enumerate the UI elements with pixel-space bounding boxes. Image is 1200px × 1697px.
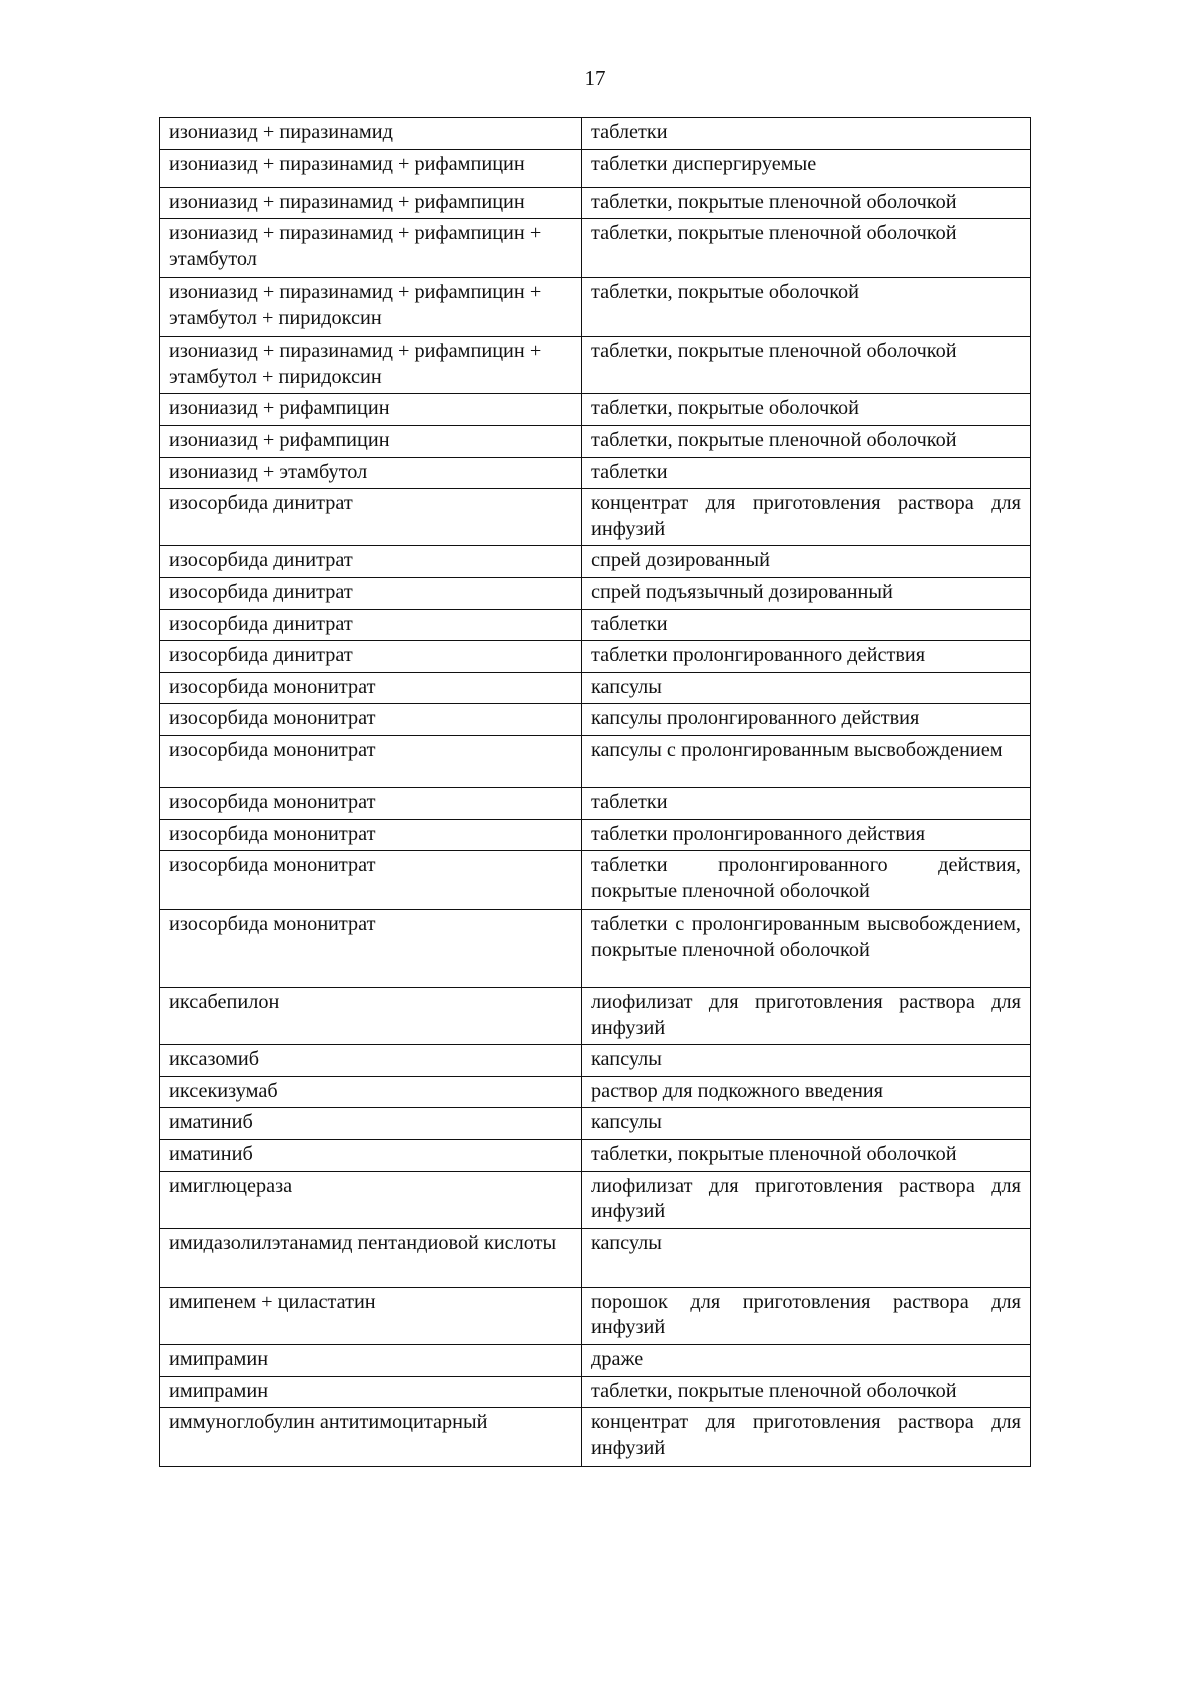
dosage-form-cell: таблетки, покрытые пленочной оболочкой <box>582 337 1031 394</box>
dosage-form-cell: таблетки с пролонгированным высвобождением, покрытые пленочной оболочкой <box>582 910 1031 988</box>
dosage-form-cell: капсулы <box>582 1108 1031 1140</box>
table-row <box>160 187 1031 219</box>
dosage-form-cell: таблетки, покрытые пленочной оболочкой <box>582 219 1031 278</box>
substance-cell: иксазомиб <box>160 1045 582 1077</box>
dosage-form-cell: таблетки, покрытые пленочной оболочкой <box>582 1140 1031 1172</box>
table-row <box>160 609 1031 641</box>
substance-cell: изониазид + пиразинамид + рифампицин + этамбутол + пиридоксин <box>160 337 582 394</box>
table-row <box>160 1408 1031 1467</box>
dosage-form-cell: таблетки, покрытые пленочной оболочкой <box>582 425 1031 457</box>
dosage-form-cell: концентрат для приготовления раствора для инфузий <box>582 489 1031 546</box>
substance-cell: иматиниб <box>160 1140 582 1172</box>
substance-cell: изониазид + рифампицин <box>160 394 582 426</box>
substance-cell: изосорбида динитрат <box>160 609 582 641</box>
table-row <box>160 219 1031 278</box>
dosage-form-cell: таблетки <box>582 609 1031 641</box>
substance-cell: изониазид + пиразинамид + рифампицин <box>160 187 582 219</box>
substance-cell: изосорбида мононитрат <box>160 735 582 787</box>
substance-cell: изосорбида мононитрат <box>160 910 582 988</box>
substance-cell: имипрамин <box>160 1345 582 1377</box>
substance-cell: иммуноглобулин антитимоцитарный <box>160 1408 582 1467</box>
dosage-form-cell: капсулы с пролонгированным высвобождением <box>582 735 1031 787</box>
substance-cell: изониазид + этамбутол <box>160 457 582 489</box>
table-row <box>160 1171 1031 1228</box>
dosage-form-cell: таблетки пролонгированного действия, покрытые пленочной оболочкой <box>582 851 1031 910</box>
table-row <box>160 672 1031 704</box>
dosage-form-cell: капсулы пролонгированного действия <box>582 704 1031 736</box>
substance-cell: изосорбида мононитрат <box>160 704 582 736</box>
substance-cell: изосорбида мононитрат <box>160 672 582 704</box>
dosage-form-cell: таблетки <box>582 787 1031 819</box>
table-row <box>160 988 1031 1045</box>
table-row <box>160 704 1031 736</box>
substance-cell: изосорбида динитрат <box>160 577 582 609</box>
table-row <box>160 1228 1031 1287</box>
substance-cell: изониазид + пиразинамид + рифампицин + этамбутол <box>160 219 582 278</box>
dosage-form-cell: таблетки, покрытые оболочкой <box>582 278 1031 337</box>
substance-cell: изосорбида мононитрат <box>160 787 582 819</box>
table-row <box>160 851 1031 910</box>
dosage-form-cell: спрей дозированный <box>582 546 1031 578</box>
dosage-form-cell: капсулы <box>582 1045 1031 1077</box>
dosage-form-cell: таблетки диспергируемые <box>582 149 1031 187</box>
substance-cell: изосорбида динитрат <box>160 641 582 673</box>
table-row <box>160 735 1031 787</box>
page-number: 17 <box>584 66 606 90</box>
drug-table <box>159 117 1031 1467</box>
substance-cell: изосорбида мононитрат <box>160 819 582 851</box>
table-row <box>160 1140 1031 1172</box>
substance-cell: изониазид + пиразинамид <box>160 118 582 150</box>
substance-cell: изосорбида мононитрат <box>160 851 582 910</box>
substance-cell: изосорбида динитрат <box>160 489 582 546</box>
table-row <box>160 787 1031 819</box>
dosage-form-cell: драже <box>582 1345 1031 1377</box>
dosage-form-cell: таблетки <box>582 457 1031 489</box>
dosage-form-cell: таблетки <box>582 118 1031 150</box>
dosage-form-cell: лиофилизат для приготовления раствора для инфузий <box>582 988 1031 1045</box>
dosage-form-cell: таблетки пролонгированного действия <box>582 819 1031 851</box>
table-row <box>160 577 1031 609</box>
dosage-form-cell: капсулы <box>582 672 1031 704</box>
table-row <box>160 1045 1031 1077</box>
dosage-form-cell: таблетки пролонгированного действия <box>582 641 1031 673</box>
substance-cell: иксекизумаб <box>160 1076 582 1108</box>
table-row <box>160 278 1031 337</box>
table-row <box>160 1287 1031 1344</box>
dosage-form-cell: раствор для подкожного введения <box>582 1076 1031 1108</box>
table-row <box>160 457 1031 489</box>
substance-cell: имидазолилэтанамид пентандиовой кислоты <box>160 1228 582 1287</box>
dosage-form-cell: спрей подъязычный дозированный <box>582 577 1031 609</box>
dosage-form-cell: капсулы <box>582 1228 1031 1287</box>
table-row <box>160 337 1031 394</box>
table-row <box>160 1376 1031 1408</box>
table-row <box>160 489 1031 546</box>
substance-cell: изосорбида динитрат <box>160 546 582 578</box>
table-row <box>160 425 1031 457</box>
dosage-form-cell: таблетки, покрытые пленочной оболочкой <box>582 1376 1031 1408</box>
table-row <box>160 546 1031 578</box>
table-row <box>160 118 1031 150</box>
dosage-form-cell: порошок для приготовления раствора для инфузий <box>582 1287 1031 1344</box>
dosage-form-cell: лиофилизат для приготовления раствора для инфузий <box>582 1171 1031 1228</box>
substance-cell: имипрамин <box>160 1376 582 1408</box>
table-row <box>160 394 1031 426</box>
table-row <box>160 1108 1031 1140</box>
substance-cell: изониазид + пиразинамид + рифампицин + этамбутол + пиридоксин <box>160 278 582 337</box>
substance-cell: изониазид + рифампицин <box>160 425 582 457</box>
table-row <box>160 641 1031 673</box>
substance-cell: имиглюцераза <box>160 1171 582 1228</box>
dosage-form-cell: концентрат для приготовления раствора для инфузий <box>582 1408 1031 1467</box>
table-row <box>160 1345 1031 1377</box>
substance-cell: иматиниб <box>160 1108 582 1140</box>
substance-cell: иксабепилон <box>160 988 582 1045</box>
table-row <box>160 149 1031 187</box>
table-row <box>160 1076 1031 1108</box>
table-row <box>160 819 1031 851</box>
substance-cell: изониазид + пиразинамид + рифампицин <box>160 149 582 187</box>
substance-cell: имипенем + циластатин <box>160 1287 582 1344</box>
dosage-form-cell: таблетки, покрытые пленочной оболочкой <box>582 187 1031 219</box>
table-row <box>160 910 1031 988</box>
dosage-form-cell: таблетки, покрытые оболочкой <box>582 394 1031 426</box>
